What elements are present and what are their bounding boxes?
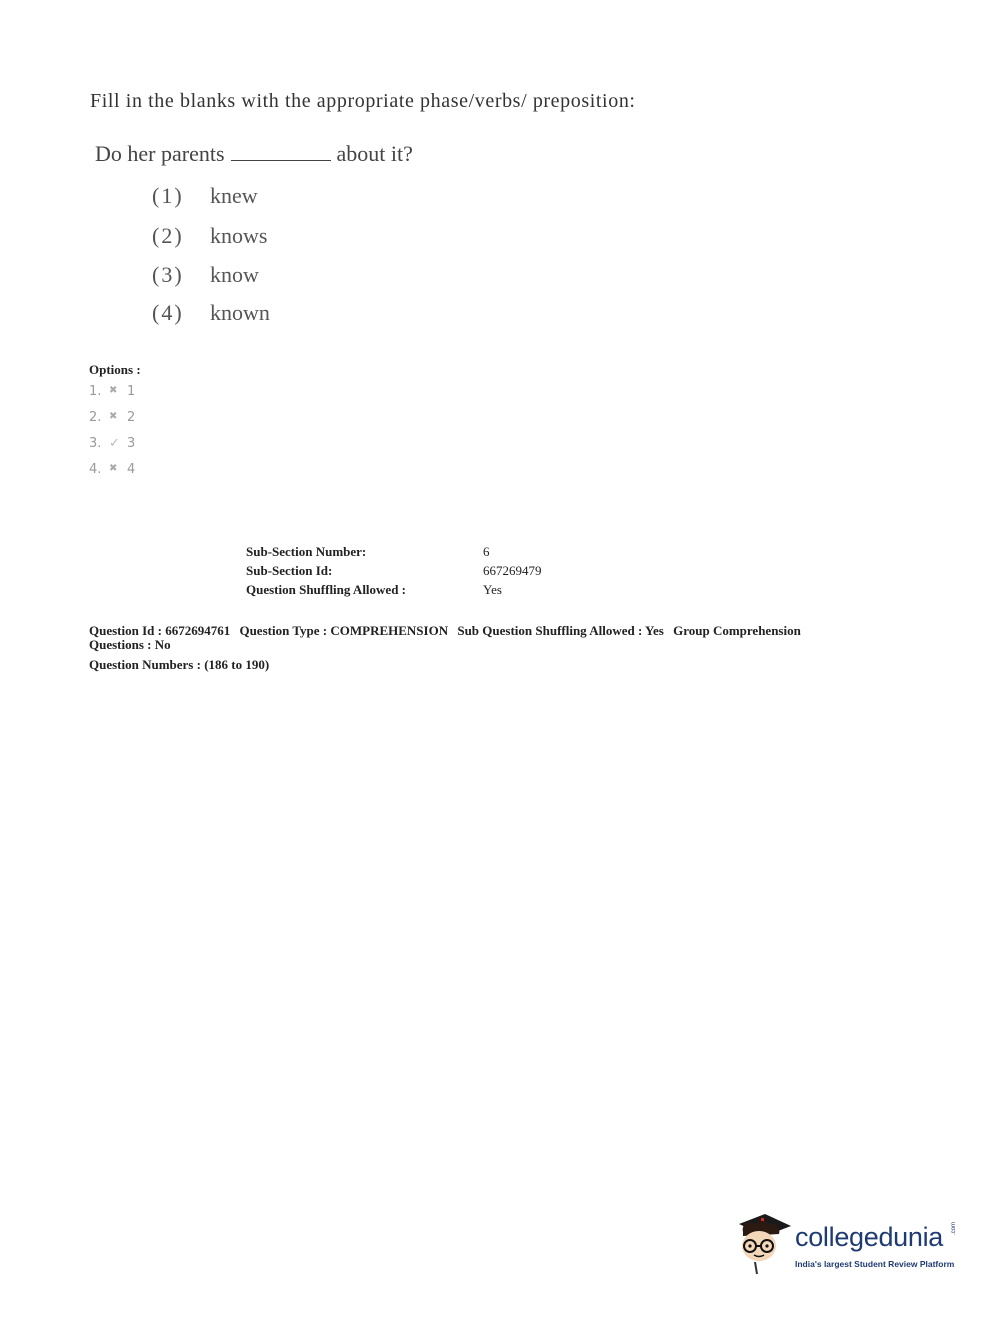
choice-number: (1) — [152, 183, 184, 208]
question-instruction: Fill in the blanks with the appropriate phase/verbs/ preposition: — [90, 90, 636, 112]
option-item — [89, 410, 135, 425]
question-text-after: about it? — [336, 141, 413, 166]
wrong-mark-icon: ✖ — [109, 463, 118, 474]
wrong-mark-icon: ✖ — [109, 385, 118, 396]
sub-question-shuffling: Sub Question Shuffling Allowed : Yes — [457, 623, 664, 638]
choice-item — [152, 223, 267, 249]
option-item — [89, 384, 135, 399]
mascot-icon — [735, 1210, 795, 1280]
choice-item — [152, 300, 270, 326]
question-info — [89, 624, 849, 652]
choice-text: know — [210, 262, 259, 287]
logo-wordmark: collegedunia — [795, 1222, 944, 1252]
subsection-id-value: 667269479 — [483, 563, 542, 578]
question-shuffling-label: Question Shuffling Allowed : — [246, 582, 407, 597]
logo-domain: .com — [951, 1221, 957, 1235]
options-label: Options : — [89, 362, 141, 377]
question-text-before: Do her parents — [95, 141, 225, 166]
question-stem — [95, 141, 413, 167]
choice-number: (4) — [152, 300, 184, 325]
option-value: 3 — [127, 436, 136, 451]
wrong-mark-icon: ✖ — [109, 411, 118, 422]
option-value: 1 — [127, 384, 136, 399]
question-id: Question Id : 6672694761 — [89, 623, 231, 638]
choice-number: (3) — [152, 262, 184, 287]
group-comprehension: Group Comprehension Questions : No — [89, 623, 801, 652]
option-serial: 2. — [89, 410, 102, 425]
answer-blank — [231, 142, 331, 161]
subsection-id-label: Sub-Section Id: — [246, 563, 333, 578]
subsection-number-label: Sub-Section Number: — [246, 544, 367, 559]
option-item — [89, 462, 135, 477]
option-value: 2 — [127, 410, 136, 425]
choice-item — [152, 262, 259, 288]
option-item — [89, 436, 135, 451]
logo-tagline: India's largest Student Review Platform — [795, 1259, 955, 1269]
subsection-number-value: 6 — [483, 544, 490, 559]
choice-number: (2) — [152, 223, 184, 248]
question-type: Question Type : COMPREHENSION — [239, 623, 449, 638]
correct-check-icon: ✓ — [109, 436, 120, 451]
choice-text: knows — [210, 223, 268, 248]
question-numbers: Question Numbers : (186 to 190) — [89, 657, 270, 672]
choice-text: known — [210, 300, 270, 325]
choice-text: knew — [210, 183, 258, 208]
option-serial: 1. — [89, 384, 102, 399]
choice-item — [152, 183, 258, 209]
question-shuffling-value: Yes — [483, 582, 502, 597]
option-value: 4 — [127, 462, 136, 477]
option-serial: 3. — [89, 436, 102, 451]
option-serial: 4. — [89, 462, 102, 477]
collegedunia-logo — [735, 1210, 965, 1280]
